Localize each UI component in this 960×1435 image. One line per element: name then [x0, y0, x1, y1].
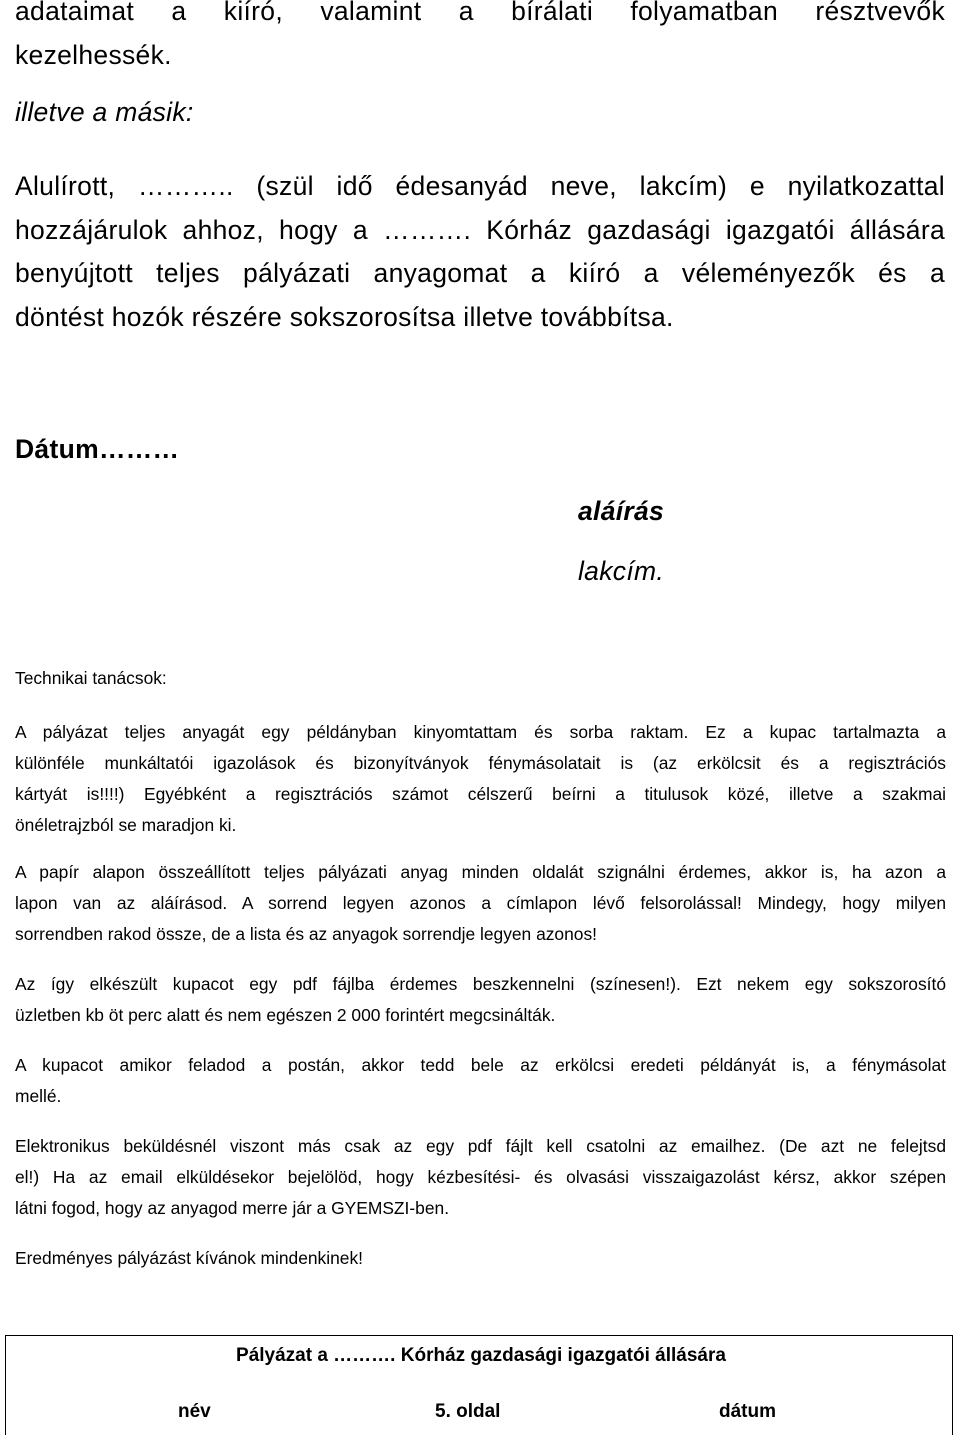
text-line: Alulírott, ……….. (szül idő édesanyád neve, lakcím) e nyilatkozattal [15, 171, 945, 201]
text-line: látni fogod, hogy az anyagod merre jár a GYEMSZI-ben. [15, 1198, 450, 1218]
text-line: lapon van az aláírásod. A sorrend legyen azonos a címlapon lévő felsorolással! Mindegy, hogy milyen [15, 893, 946, 913]
address-label: lakcím. [578, 556, 665, 586]
text-line: önéletrajzból se maradjon ki. [15, 815, 237, 835]
footer-date-label: dátum [719, 1401, 776, 1422]
footer-name-label: név [178, 1401, 211, 1422]
tips-paragraph [15, 717, 946, 841]
text-line: A pályázat teljes anyagát egy példányban kinyomtattam és sorba raktam. Ez a kupac tartalmazta a [15, 722, 946, 742]
text-line: A kupacot amikor feladod a postán, akkor tedd bele az erkölcsi eredeti példányát is, a fénymásolat [15, 1055, 946, 1075]
footer-page-number: 5. oldal [435, 1401, 501, 1422]
text-line: Elektronikus beküldésnél viszont más csak az egy pdf fájlt kell csatolni az emailhez. (De azt ne felejtsd [15, 1136, 946, 1156]
text-line: el!) Ha az email elküldésekor bejelölöd, hogy kézbesítési- és olvasási visszaigazolást kérsz, akkor szépen [15, 1167, 946, 1187]
signature-label: aláírás [578, 496, 665, 526]
declaration-paragraph [15, 165, 945, 339]
tips-paragraph [15, 969, 946, 1031]
tips-heading: Technikai tanácsok: [15, 668, 167, 688]
text-line: döntést hozók részére sokszorosítsa illetve továbbítsa. [15, 301, 674, 332]
tips-paragraph [15, 1050, 946, 1112]
date-label: Dátum……… [15, 434, 180, 464]
tips-paragraph [15, 1131, 946, 1224]
tips-paragraph [15, 857, 946, 950]
consent-paragraph-continuation [15, 0, 945, 77]
text-line: A papír alapon összeállított teljes pályázati anyag minden oldalát szignálni érdemes, akkor is, ha azon a [15, 862, 946, 882]
text-line: hozzájárulok ahhoz, hogy a ………. Kórház gazdasági igazgatói állására [15, 214, 945, 245]
text-line: különféle munkáltatói igazolások és bizonyítványok fénymásolatait is (az erkölcsit és a regisztrációs [15, 753, 946, 773]
text-line: benyújtott teljes pályázati anyagomat a kiíró a véleményezők és a [15, 258, 945, 288]
text-line: Az így elkészült kupacot egy pdf fájlba érdemes beszkennelni (színesen!). Ezt nekem egy sokszorosító [15, 974, 946, 994]
text-line: sorrendben rakod össze, de a lista és az anyagok sorrendje legyen azonos! [15, 924, 597, 944]
text-line: mellé. [15, 1086, 62, 1106]
footer-title: Pályázat a ………. Kórház gazdasági igazgatói állására [236, 1345, 726, 1366]
text-line: üzletben kb öt perc alatt és nem egészen 2 000 forintért megcsinálták. [15, 1005, 556, 1025]
text-line: kezelhessék. [15, 39, 172, 70]
text-line: kártyát is!!!!) Egyébként a regisztrációs számot célszerű beírni a titulusok közé, illetve a szakmai [15, 784, 946, 804]
text-line: adataimat a kiíró, valamint a bírálati folyamatban résztvevők [15, 0, 945, 26]
closing-wish: Eredményes pályázást kívánok mindenkinek! [15, 1248, 363, 1268]
alternative-label: illetve a másik: [15, 97, 194, 127]
